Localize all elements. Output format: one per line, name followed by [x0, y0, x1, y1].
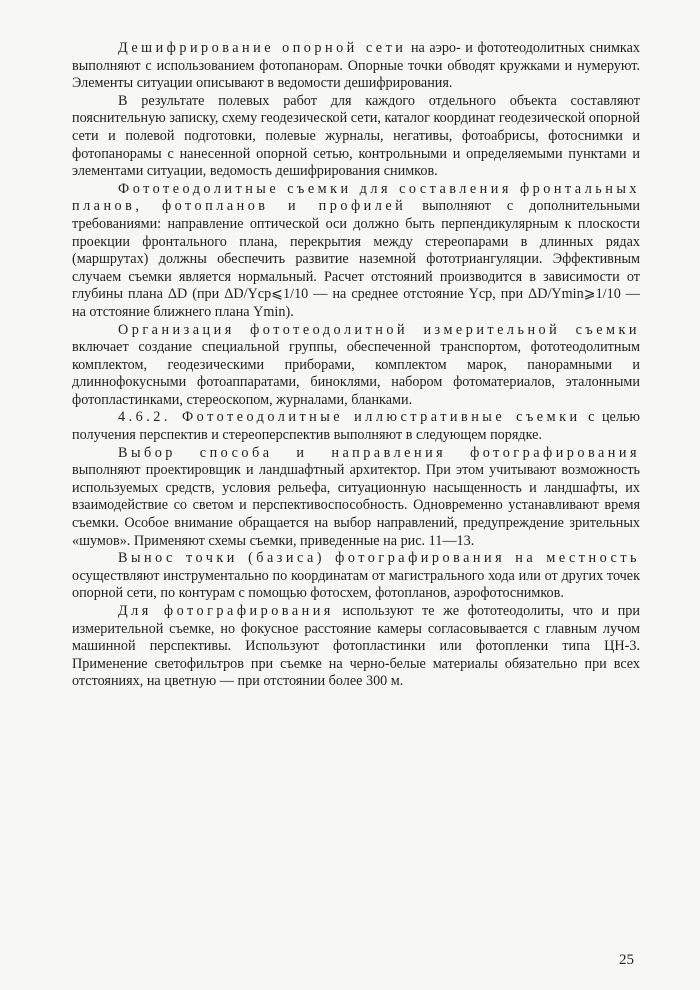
paragraph-frontal-plans — [72, 181, 640, 322]
paragraph-point-setting — [72, 550, 640, 603]
paragraph-text: осуществляют инструментально по координатам от магистрального хода или от других точек опорной сети, по контурам с помощью фотосхем, фотопланов, аэрофотоснимков. — [72, 567, 640, 602]
paragraph-method-choice — [72, 445, 640, 551]
paragraph-deciphering — [72, 40, 640, 93]
paragraph-text: В результате полевых работ для каждого отдельного объекта составляют пояснительную записку, схему геодезической сети, каталог координат геодезической опорной сети и полевой подготовки, полевые журналы, негативы, фотоабрисы, фотоснимки и фотопанорамы с нанесенной опорной сетью, контрольными и определяемыми пунктами и элементами ситуации, ведомость дешифрирования снимков. — [72, 92, 640, 180]
paragraph-text: на аэро- и фототеодолитных снимках выполняют с использованием фотопанорам. Опорные точки обводят кружками и нумеруют. Элементы ситуации описывают в ведомости дешифрирования. — [72, 40, 640, 92]
paragraph-photographing — [72, 603, 640, 691]
paragraph-lead: Организация фототеодолитной измерительной съемки — [118, 321, 640, 338]
paragraph-field-results — [72, 93, 640, 181]
paragraph-lead: Для фотографирования — [118, 603, 334, 619]
paragraph-lead: Выбор способа и направления фотографирования — [118, 444, 640, 461]
body-text — [72, 40, 640, 691]
paragraph-lead: 4.6.2. Фототеодолитные иллюстративные съемки — [118, 409, 581, 426]
paragraph-text: выполняют проектировщик и ландшафтный архитектор. При этом учитывают возможность используемых средств, условия рельефа, ситуационную насыщенность и ландшафты, их взаимодействие со светом и перспективоспособность. Одновременно устанавливают время съемки. Особое внимание обращается на выбор направлений, предупреждение зрительных «шумов». Применяют схемы съемки, приведенные на рис. 11—13. — [72, 462, 640, 549]
paragraph-section-4-6-2 — [72, 409, 640, 444]
paragraph-lead: Дешифрирование опорной сети — [118, 40, 407, 56]
paragraph-text: выполняют с дополнительными требованиями: направление оптической оси должно быть перпендикулярным к плоскости проекции фронтального плана, перекрытия между стереопарами в длинных рядах (маршрутах) должны обеспечить развитие наземной фототриангуляции. Эффективным случаем съемки является нормальный. Расчет отстояний производится в зависимости от глубины плана ΔD (при ΔD/Yср⩽1/10 — на среднее отстояние Yср, при ΔD/Ymin⩾1/10 — на отстояние ближнего плана Ymin). — [72, 198, 641, 320]
page-number: 25 — [619, 952, 634, 968]
paragraph-text: с целью получения перспектив и стереоперспектив выполняют в следующем порядке. — [72, 409, 640, 444]
paragraph-lead: Фототеодолитные съемки для составления фронтальных планов, фотопланов и профилей — [72, 180, 640, 215]
paragraph-text: используют те же фототеодолиты, что и при измерительной съемке, но фокусное расстояние камеры согласовывается с главным лучом машинной перспективы. Используют фотопластинки или фотопленки типа ЦН-3. Применение светофильтров при съемке на черно-белые материалы обязательно при всех отстояниях, на цветную — при отстоянии более 300 м. — [72, 603, 640, 690]
paragraph-lead: Вынос точки (базиса) фотографирования на местность — [118, 550, 640, 567]
paragraph-organization — [72, 322, 640, 410]
paragraph-text: включает создание специальной группы, обеспеченной транспортом, фототеодолитным комплектом, геодезическими приборами, комплектом марок, панорамными и длиннофокусными фотоаппаратами, биноклями, набором фотоматериалов, эталонными фотопластинками, стереоскопом, журналами, бланками. — [72, 339, 640, 408]
